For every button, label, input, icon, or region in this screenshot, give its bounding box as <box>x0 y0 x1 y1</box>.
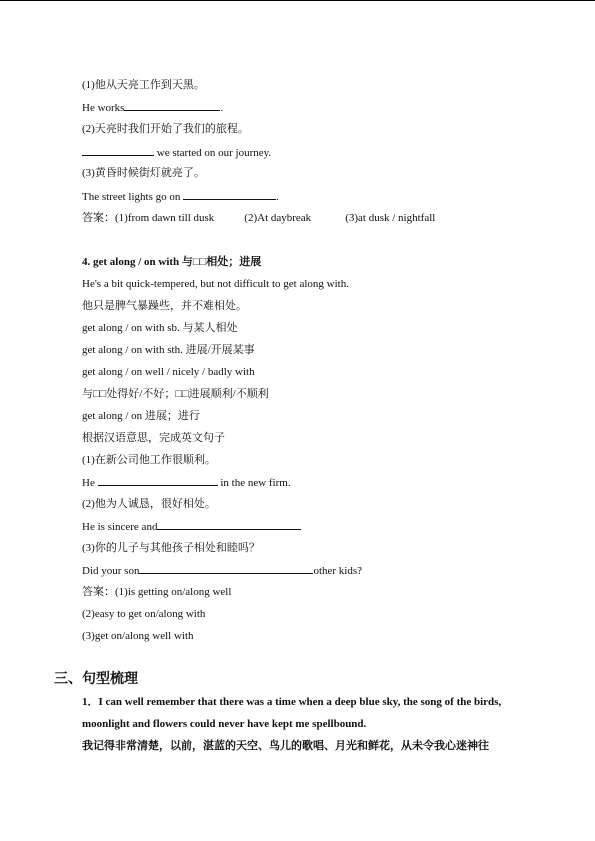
exercise-1-sentence: He works . <box>82 102 224 114</box>
exercise-instruction: 根据汉语意思，完成英文句子 <box>82 432 225 444</box>
exercise-4-prompt: (1)在新公司他工作很顺利。 <box>82 454 216 466</box>
exercise-2-sentence: we started on our journey. <box>82 145 271 160</box>
exercise-2-prompt: (2)天亮时我们开始了我们的旅程。 <box>82 123 249 135</box>
exercise-3-prompt: (3)黄昏时候街灯就亮了。 <box>82 167 205 179</box>
answer-blank[interactable] <box>82 145 154 156</box>
answer-blank[interactable] <box>183 189 276 200</box>
phrase-heading: 4. get along / on with 与□□相处；进展 <box>82 256 262 268</box>
exercise-5-sentence: He is sincere and <box>82 519 301 534</box>
usage-4: get along / on 进展；进行 <box>82 410 200 422</box>
answer-blank[interactable] <box>157 519 301 530</box>
exercise-4-sentence: He in the new firm. <box>82 477 291 489</box>
exercise-6-sentence: Did your son other kids? <box>82 565 363 577</box>
exercise-6-prompt: (3)你的儿子与其他孩子相处和睦吗？ <box>82 542 260 554</box>
usage-2: get along / on with sth. 进展/开展某事 <box>82 344 255 356</box>
example-en: He's a bit quick-tempered, but not difficult to get along with. <box>82 278 349 290</box>
answer-key-2-line-2: (2)easy to get on/along with <box>82 608 206 620</box>
answer-blank[interactable] <box>98 475 218 486</box>
usage-3-cn: 与□□处得好/不好；□□进展顺利/不顺利 <box>82 388 269 400</box>
usage-3: get along / on well / nicely / badly with <box>82 366 255 378</box>
key-sentence-en-line-2: moonlight and flowers could never have kept me spellbound. <box>82 718 367 730</box>
answer-key-2-line-1: 答案：(1)is getting on/along well <box>82 586 232 598</box>
answer-blank[interactable] <box>124 100 220 111</box>
key-sentence-cn: 我记得非常清楚，以前，湛蓝的天空、鸟儿的歌唱、月光和鲜花，从未令我心迷神往 <box>82 740 489 752</box>
answer-key-2-line-3: (3)get on/along well with <box>82 630 194 642</box>
usage-1: get along / on with sb. 与某人相处 <box>82 322 238 334</box>
exercise-5-prompt: (2)他为人诚恳，很好相处。 <box>82 498 216 510</box>
answer-blank[interactable] <box>139 563 313 574</box>
key-sentence-en-line-1: 1．I can well remember that there was a time when a deep blue sky, the song of the birds, <box>82 696 502 708</box>
exercise-3-sentence: The street lights go on . <box>82 191 279 203</box>
exercise-1-prompt: (1)他从天亮工作到天黑。 <box>82 79 205 91</box>
section-heading: 三、句型梳理 <box>54 671 138 687</box>
page-top-rule <box>0 0 595 1</box>
example-cn: 他只是脾气暴躁些，并不难相处。 <box>82 300 247 312</box>
answer-key-1: 答案：(1)from dawn till dusk (2)At daybreak (3)at dusk / nightfall <box>82 212 436 224</box>
